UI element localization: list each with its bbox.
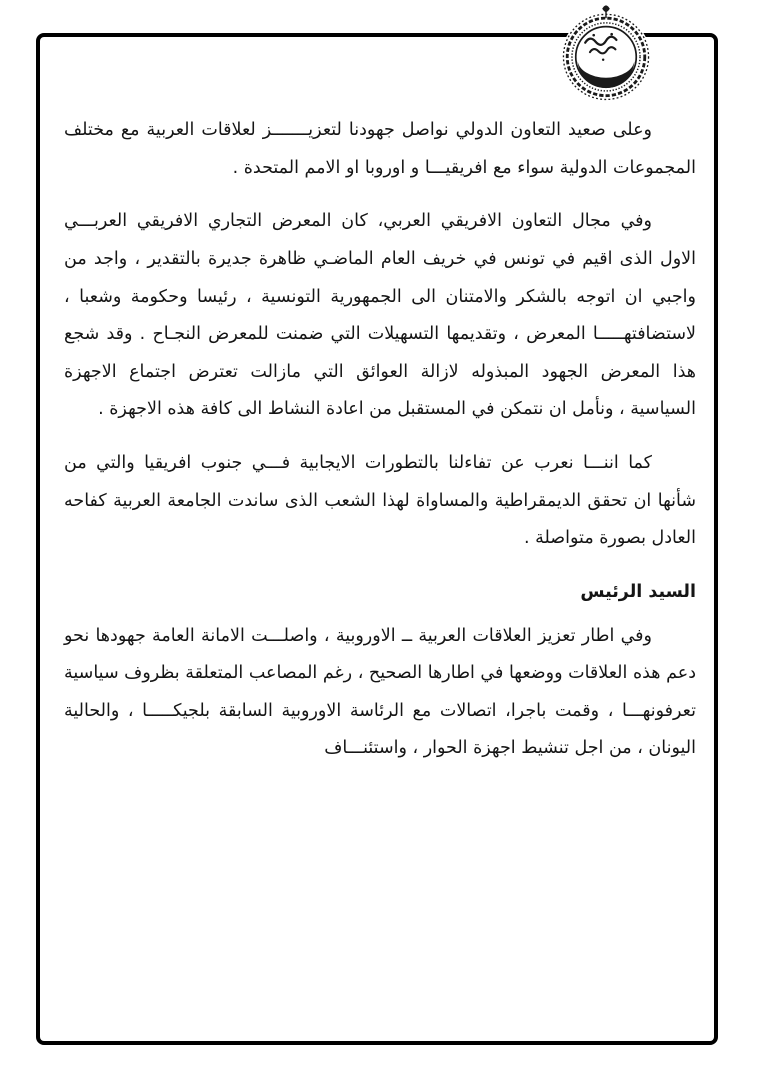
document-body	[64, 112, 696, 768]
paragraph-international-cooperation: وعلى صعيد التعاون الدولي نواصل جهودنا لتعزيـــــــز لعلاقات العربية مع مختلف المجموعات الدولية سواء مع افريقيـــا و اوروبا او الامم المتحدة .	[64, 120, 696, 178]
heading-mr-president: السيد الرئيس	[580, 581, 696, 602]
paragraph-south-africa-developments: كما اننـــا نعرب عن تفاءلنا بالتطورات الايجابية فـــي جنوب افريقيا والتي من شأنها ان تحقق الديمقراطية والمساواة لهذا الشعب الذى ساندت الجامعة العربية كفاحه العادل بصورة متواصلة .	[64, 453, 696, 549]
paragraph-afro-arab-trade-fair: وفي مجال التعاون الافريقي العربي، كان المعرض التجاري الافريقي العربـــي الاول الذى اقيم في تونس في خريف العام الماضـي ظاهرة جديرة بالتقدير ، واجد من واجبي ان اتوجه بالشكر والامتنان الى الجمهورية التونسية ، رئيسا وحكومة وشعبا ، لاستضافتهـــــا المعرض ، وتقديمها التسهيلات التي ضمنت للمعرض النجـاح . وقد شجع هذا المعرض الجهود المبذوله لازالة العوائق التي مازالت تعترض اجتماع الاجهزة السياسية ، ونأمل ان نتمكن في المستقبل من اعادة النشاط الى كافة هذه الاجهزة .	[64, 211, 696, 420]
arab-league-emblem-icon	[558, 3, 654, 107]
paragraph-arab-european-relations: وفي اطار تعزيز العلاقات العربية ــ الاوروبية ، واصلـــت الامانة العامة جهودها نحو دعم هذه العلاقات ووضعها في اطارها الصحيح ، رغم المصاعب المتعلقة بظروف سياسية تعرفونهـــا ، وقمت باجرا، اتصالات مع الرئاسة الاوروبية السابقة بلجيكـــــا ، والحالية اليونان ، من اجل تنشيط اجهزة الحوار ، واستئنـــاف	[64, 625, 696, 759]
